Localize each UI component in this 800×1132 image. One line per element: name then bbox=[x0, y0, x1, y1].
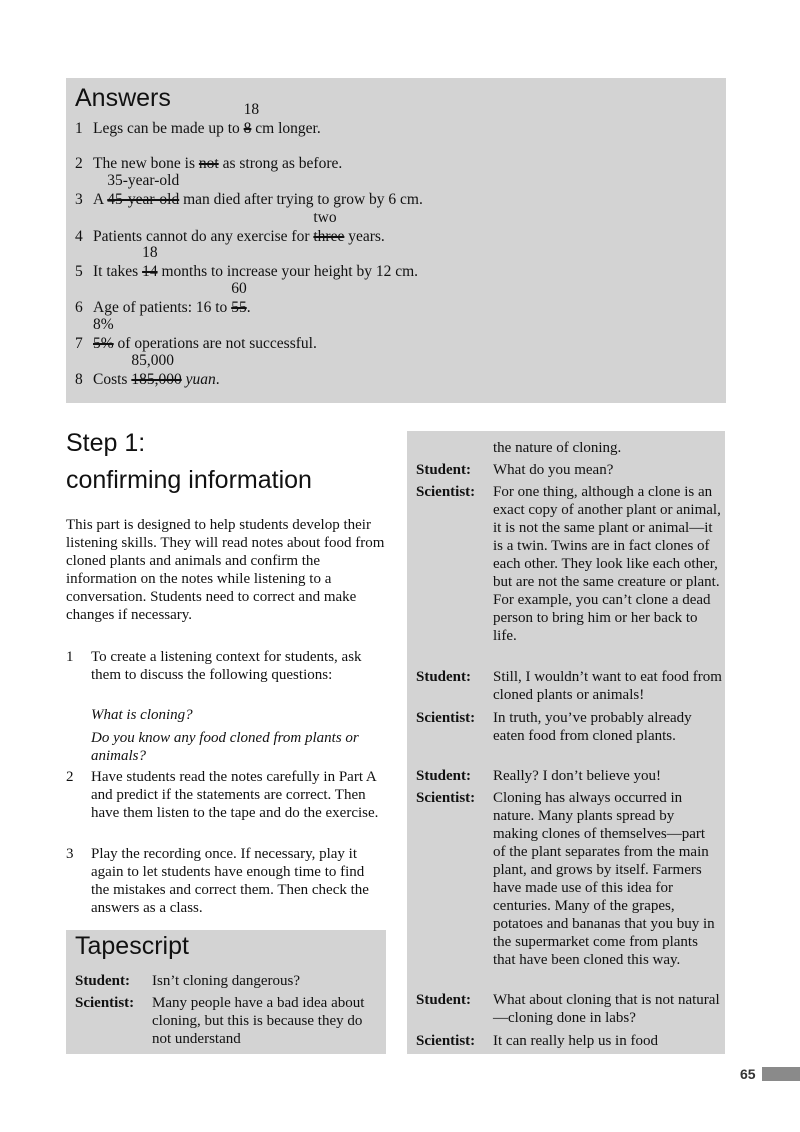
answer-number: 1 bbox=[75, 120, 83, 137]
answer-text: It takes bbox=[93, 263, 143, 280]
answer-item bbox=[75, 101, 321, 138]
question: Do you know any food cloned from plants or animals? bbox=[91, 730, 359, 764]
answer-text: Patients cannot do any exercise for bbox=[93, 228, 314, 245]
instruction-item bbox=[66, 768, 386, 822]
answer-text: Costs bbox=[93, 371, 132, 388]
answer-number: 5 bbox=[75, 263, 83, 280]
speaker-label: Student: bbox=[416, 768, 472, 784]
correction bbox=[107, 172, 180, 209]
speaker-label: Scientist: bbox=[416, 790, 476, 806]
dialogue-text: What about cloning that is not natural—cloning done in labs? bbox=[493, 992, 720, 1026]
correction-text: 35-year-old bbox=[107, 172, 180, 189]
page-number: 65 bbox=[740, 1066, 756, 1082]
correction-text: 18 bbox=[243, 101, 260, 118]
answer-text: man died after trying to grow by 6 cm. bbox=[179, 191, 423, 208]
tapescript-continued-box bbox=[407, 431, 725, 1054]
correction-text: two bbox=[313, 209, 337, 226]
step-title-line1: Step 1: bbox=[66, 429, 146, 457]
struck-text: 8 bbox=[243, 120, 252, 137]
answer-text: as strong as before. bbox=[218, 155, 343, 172]
answer-text: cm longer. bbox=[251, 120, 321, 137]
answer-text: Legs can be made up to bbox=[93, 120, 244, 137]
dialogue-text: Many people have a bad idea about cloning, but this is because they do not understand bbox=[152, 995, 365, 1047]
instruction-text: To create a listening context for students, ask them to discuss the following questions: bbox=[91, 649, 362, 683]
answer-text: of operations are not successful. bbox=[113, 335, 317, 352]
correction bbox=[142, 244, 158, 281]
speaker-label: Scientist: bbox=[416, 1033, 476, 1049]
speaker-label: Scientist: bbox=[75, 995, 135, 1011]
answers-heading: Answers bbox=[75, 84, 171, 112]
dialogue-text: Really? I don’t believe you! bbox=[493, 768, 662, 784]
instruction-item bbox=[66, 845, 386, 917]
answer-number: 2 bbox=[75, 155, 83, 172]
correction bbox=[131, 352, 182, 389]
dialogue-text: It can really help us in food bbox=[493, 1033, 658, 1049]
correction bbox=[231, 280, 247, 317]
answer-number: 7 bbox=[75, 335, 83, 352]
correction bbox=[313, 209, 345, 246]
dialogue-text: What do you mean? bbox=[493, 462, 614, 478]
answer-item bbox=[75, 352, 220, 389]
answers-box bbox=[66, 78, 726, 403]
dialogue-text: For one thing, although a clone is an exact copy of another plant or animal, it is not the same plant or animal—it is a twin. Twins are in fact clones of each other. They look like each other, but are not the same creature or plant. For example, you can’t clone a dead person to bring him or her back to life. bbox=[493, 484, 721, 644]
answer-text: A bbox=[93, 191, 108, 208]
page-number-bar bbox=[762, 1067, 800, 1081]
instruction-item bbox=[66, 648, 386, 684]
correction bbox=[93, 316, 114, 353]
instruction-text: Play the recording once. If necessary, play it again to let students have enough time to find the mistakes and correct them. Then check the answers as a class. bbox=[91, 846, 369, 916]
dialogue-text: the nature of cloning. bbox=[493, 440, 622, 456]
answer-text: . bbox=[246, 299, 251, 316]
correction-text: 18 bbox=[142, 244, 158, 261]
speaker-label: Student: bbox=[416, 462, 472, 478]
struck-text: 14 bbox=[142, 263, 158, 280]
correction bbox=[243, 101, 260, 138]
correction bbox=[199, 155, 219, 173]
speaker-label: Scientist: bbox=[416, 484, 476, 500]
instruction-number: 2 bbox=[66, 769, 74, 785]
struck-text: 185,000 bbox=[131, 371, 182, 388]
step-title bbox=[66, 425, 312, 499]
speaker-label: Student: bbox=[75, 973, 131, 989]
struck-text: 45-year-old bbox=[107, 191, 180, 208]
speaker-label: Scientist: bbox=[416, 710, 476, 726]
correction-text: 85,000 bbox=[131, 352, 174, 369]
instruction-text: Have students read the notes carefully in Part A and predict if the statements are correct. Then have them listen to the tape and do the exercise. bbox=[91, 769, 379, 821]
answer-item bbox=[75, 155, 342, 173]
correction-text: 60 bbox=[231, 280, 247, 297]
dialogue-text: Cloning has always occurred in nature. Many plants spread by making clones of themselves—part of the plant separates from the main plant, and grows by itself. Farmers have made use of this idea for centuries. Many of the grapes, potatoes and bananas that you buy in the supermarket come from plants that have been cloned this way. bbox=[493, 790, 715, 968]
dialogue-text: In truth, you’ve probably already eaten food from cloned plants. bbox=[493, 710, 692, 744]
struck-text: not bbox=[198, 155, 219, 172]
answer-number: 4 bbox=[75, 228, 83, 245]
answer-text: years. bbox=[344, 228, 385, 245]
struck-text: 55 bbox=[231, 299, 247, 316]
dialogue-text: Still, I wouldn’t want to eat food from cloned plants or animals! bbox=[493, 669, 722, 703]
step-title-line2: confirming information bbox=[66, 466, 312, 494]
answer-item bbox=[75, 280, 251, 317]
struck-text: 5% bbox=[93, 335, 114, 352]
answer-item bbox=[75, 172, 423, 209]
tapescript-box bbox=[66, 930, 386, 1054]
answer-number: 8 bbox=[75, 371, 83, 388]
currency-text: yuan bbox=[185, 371, 216, 388]
answer-item bbox=[75, 316, 317, 353]
answer-text: The new bone is bbox=[93, 155, 199, 172]
answer-text: months to increase your height by 12 cm. bbox=[157, 263, 419, 280]
answer-text: Age of patients: 16 to bbox=[93, 299, 232, 316]
question: What is cloning? bbox=[91, 707, 193, 723]
answer-item bbox=[75, 209, 385, 246]
tapescript-heading: Tapescript bbox=[75, 932, 189, 960]
step-intro: This part is designed to help students develop their listening skills. They will read notes about food from cloned plants and animals and confirm the information on the notes while listening to a conversation. Students need to correct and make changes if necessary. bbox=[66, 517, 385, 623]
instruction-number: 1 bbox=[66, 649, 74, 665]
struck-text: three bbox=[313, 228, 345, 245]
answer-number: 6 bbox=[75, 299, 83, 316]
instruction-number: 3 bbox=[66, 846, 74, 862]
speaker-label: Student: bbox=[416, 992, 472, 1008]
speaker-label: Student: bbox=[416, 669, 472, 685]
answer-item bbox=[75, 244, 419, 281]
correction-text: 8% bbox=[93, 316, 114, 333]
dialogue-text: Isn’t cloning dangerous? bbox=[152, 973, 301, 989]
answer-number: 3 bbox=[75, 191, 83, 208]
answer-text: . bbox=[215, 371, 220, 388]
